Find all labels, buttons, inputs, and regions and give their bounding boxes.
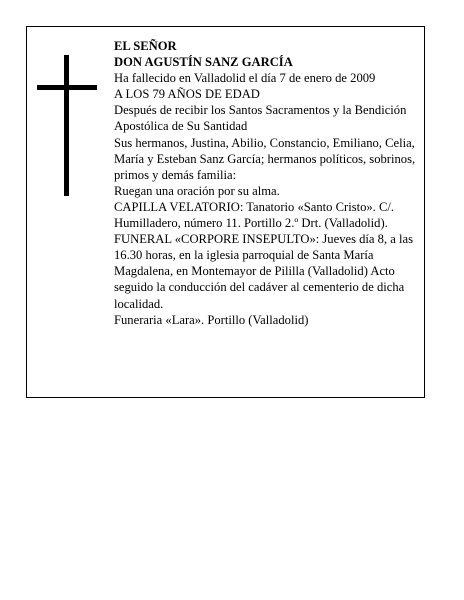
deceased-name: DON AGUSTÍN SANZ GARCÍA [114,55,293,70]
family-statement: Sus hermanos, Justina, Abilio, Constancio, Emiliano, Celia, María y Esteban Sanz García; hermanos políticos, sobrinos, primos y demás familia: [114,135,416,182]
sacraments-statement: Después de recibir los Santos Sacramentos y la Bendición Apostólica de Su Santidad [114,103,407,134]
funeral-home: Funeraria «Lara». Portillo (Valladolid) [114,312,309,327]
notice-title: EL SEÑOR [114,39,177,53]
prayer-request: Ruegan una oración por su alma. [114,183,280,198]
cross-icon [37,55,97,196]
age-statement: A LOS 79 AÑOS DE EDAD [114,87,260,102]
chapel-info: CAPILLA VELATORIO: Tanatorio «Santo Cristo». C/. Humilladero, número 11. Portillo 2.º Drt. (Valladolid). [114,199,395,231]
death-statement: Ha fallecido en Valladolid el día 7 de enero de 2009 [114,71,376,86]
funeral-info: FUNERAL «CORPORE INSEPULTO»: Jueves día 8, a las 16.30 horas, en la iglesia parroquial de Santa María Magdalena, en Montemayor de Pililla (Valladolid) Acto seguido la conducción del cadáver al cementerio de dicha localidad. [114,232,413,311]
notice-body [114,38,420,328]
cross-vertical-bar [64,55,69,196]
cross-horizontal-bar [37,85,97,90]
